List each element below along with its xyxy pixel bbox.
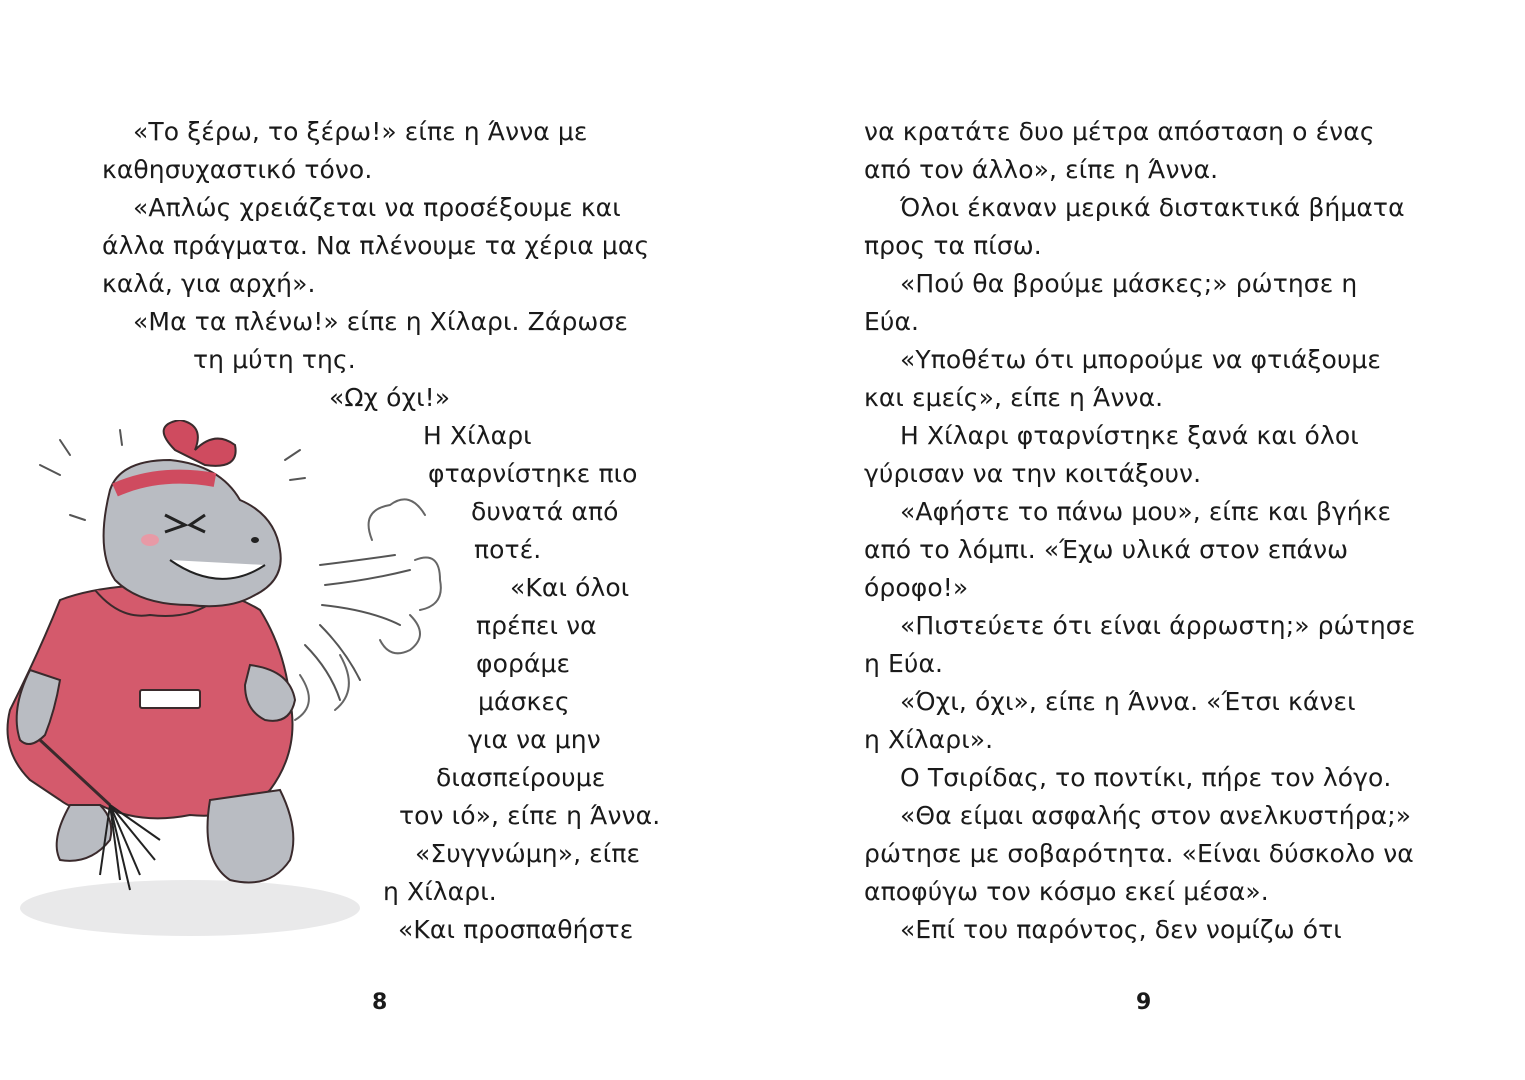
text-line: πρέπει να xyxy=(476,611,597,640)
text-line: «Ωχ όχι!» xyxy=(329,383,451,412)
text-line: όροφο!» xyxy=(864,573,969,602)
text-line: «Συγγνώμη», είπε xyxy=(415,839,641,868)
text-line: τη μύτη της. xyxy=(193,345,356,374)
text-line: η Χίλαρι». xyxy=(864,725,994,754)
text-line: «Επί του παρόντος, δεν νομίζω ότι xyxy=(900,915,1342,944)
text-line: «Αφήστε το πάνω μου», είπε και βγήκε xyxy=(900,497,1392,526)
text-line: διασπείρουμε xyxy=(436,763,606,792)
text-line: Η Χίλαρι xyxy=(423,421,532,450)
text-line: «Θα είμαι ασφαλής στον ανελκυστήρα;» xyxy=(900,801,1412,830)
text-line: «Υποθέτω ότι μπορούμε να φτιάξουμε xyxy=(900,345,1382,374)
text-line: Όλοι έκαναν μερικά διστακτικά βήματα xyxy=(900,193,1405,222)
text-line: «Το ξέρω, το ξέρω!» είπε η Άννα με xyxy=(133,117,588,146)
page-number: 9 xyxy=(1136,990,1152,1015)
text-line: δυνατά από xyxy=(471,497,619,526)
text-line: και εμείς», είπε η Άννα. xyxy=(864,383,1164,412)
text-line: από τον άλλο», είπε η Άννα. xyxy=(864,155,1219,184)
right-page xyxy=(762,0,1525,1080)
text-line: προς τα πίσω. xyxy=(864,231,1042,260)
text-line: φταρνίστηκε πιο xyxy=(428,459,638,488)
text-line: μάσκες xyxy=(478,687,570,716)
text-line: Η Χίλαρι φταρνίστηκε ξανά και όλοι xyxy=(900,421,1359,450)
text-line: η Χίλαρι. xyxy=(383,877,497,906)
text-line: καθησυχαστικό τόνο. xyxy=(102,155,373,184)
text-line: ρώτησε με σοβαρότητα. «Είναι δύσκολο να xyxy=(864,839,1414,868)
text-line: ποτέ. xyxy=(474,535,542,564)
page-number: 8 xyxy=(372,990,388,1015)
text-line: «Και προσπαθήστε xyxy=(398,915,634,944)
text-line: φοράμε xyxy=(476,649,571,678)
text-line: άλλα πράγματα. Να πλένουμε τα χέρια μας xyxy=(102,231,650,260)
text-line: «Απλώς χρειάζεται να προσέξουμε και xyxy=(133,193,621,222)
text-line: Ο Τσιρίδας, το ποντίκι, πήρε τον λόγο. xyxy=(900,763,1392,792)
text-line: αποφύγω τον κόσμο εκεί μέσα». xyxy=(864,877,1269,906)
text-line: τον ιό», είπε η Άννα. xyxy=(399,801,661,830)
text-line: Εύα. xyxy=(864,307,920,336)
sneezing-hippo-illustration xyxy=(0,420,445,950)
text-line: «Πιστεύετε ότι είναι άρρωστη;» ρώτησε xyxy=(900,611,1416,640)
left-page xyxy=(0,0,762,1080)
text-line: για να μην xyxy=(468,725,601,754)
text-line: η Εύα. xyxy=(864,649,944,678)
text-line: από το λόμπι. «Έχω υλικά στον επάνω xyxy=(864,535,1349,564)
text-line: «Και όλοι xyxy=(510,573,630,602)
text-line: «Μα τα πλένω!» είπε η Χίλαρι. Ζάρωσε xyxy=(133,307,629,336)
text-line: καλά, για αρχή». xyxy=(102,269,316,298)
text-line: «Όχι, όχι», είπε η Άννα. «Έτσι κάνει xyxy=(900,687,1356,716)
text-line: «Πού θα βρούμε μάσκες;» ρώτησε η xyxy=(900,269,1358,298)
text-line: να κρατάτε δυο μέτρα απόσταση ο ένας xyxy=(864,117,1375,146)
text-line: γύρισαν να την κοιτάξουν. xyxy=(864,459,1202,488)
